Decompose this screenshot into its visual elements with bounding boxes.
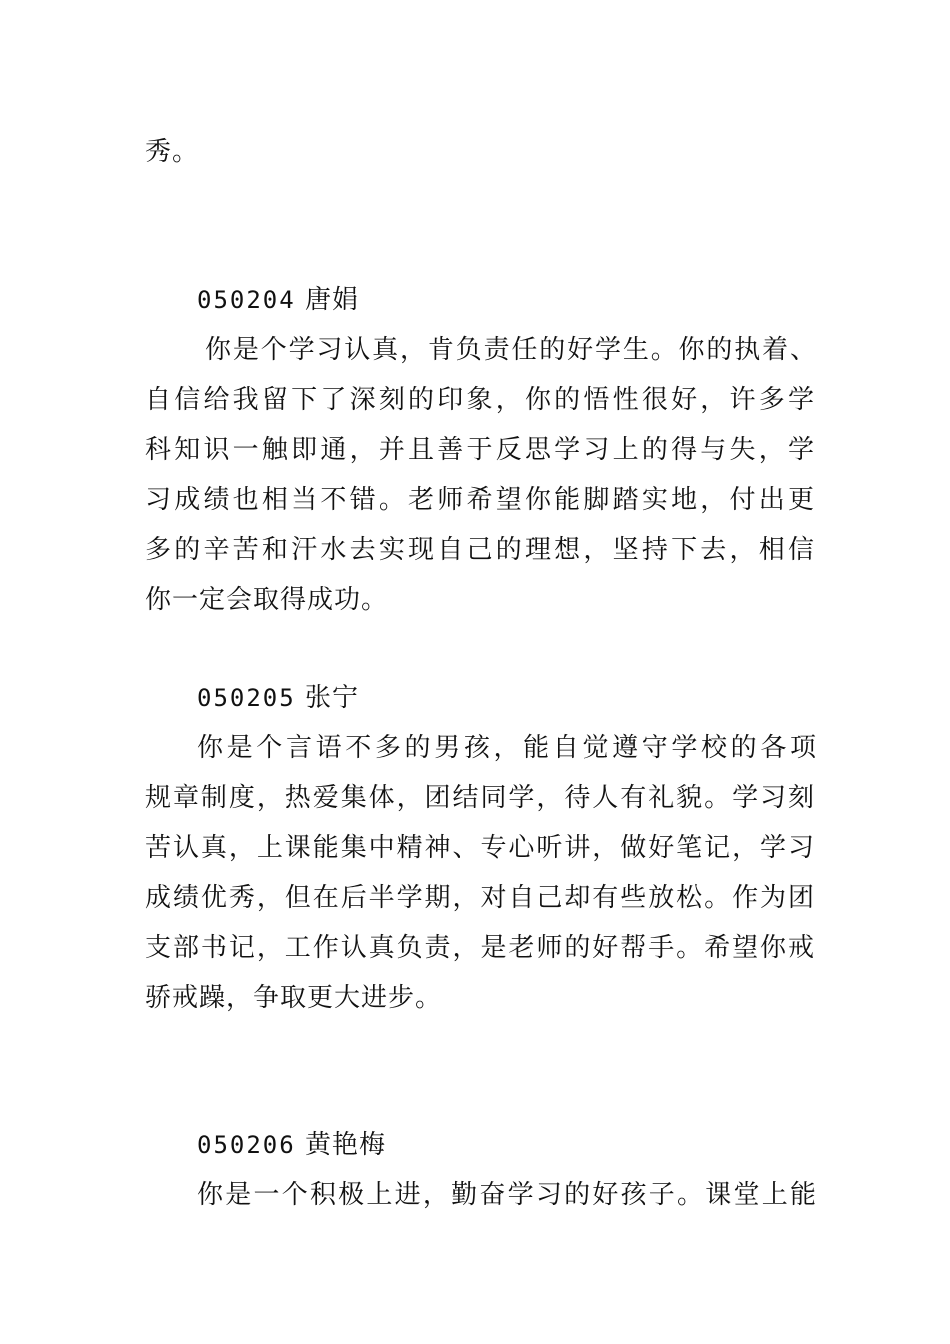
comment-line: 支部书记，工作认真负责，是老师的好帮手。希望你戒 [145, 933, 815, 963]
comment-line: 你是个言语不多的男孩，能自觉遵守学校的各项 [197, 733, 817, 763]
comment-line: 规章制度，热爱集体，团结同学，待人有礼貌。学习刻 [145, 783, 815, 813]
student-id: 050205 [197, 684, 296, 712]
entry-heading [197, 1127, 817, 1163]
comment-line: 骄戒躁，争取更大进步。 [145, 983, 443, 1013]
entry-heading [197, 680, 817, 716]
student-name: 黄艳梅 [304, 1130, 386, 1160]
student-name: 唐娟 [304, 285, 359, 315]
comment-line: 你一定会取得成功。 [145, 585, 389, 615]
top-fragment: 秀。 [145, 137, 200, 167]
comment-line: 习成绩也相当不错。老师希望你能脚踏实地，付出更 [145, 485, 815, 515]
student-name: 张宁 [304, 683, 359, 713]
comment-line: 苦认真，上课能集中精神、专心听讲，做好笔记，学习 [145, 833, 815, 863]
comment-line: 你是个学习认真，肯负责任的好学生。你的执着、 [205, 335, 817, 365]
student-id: 050204 [197, 286, 296, 314]
comment-line: 你是一个积极上进，勤奋学习的好孩子。课堂上能 [197, 1180, 817, 1210]
comment-line: 科知识一触即通，并且善于反思学习上的得与失，学 [145, 435, 815, 465]
student-id: 050206 [197, 1131, 296, 1159]
entry-heading [197, 282, 817, 318]
comment-line: 多的辛苦和汗水去实现自己的理想，坚持下去，相信 [145, 535, 815, 565]
comment-line: 自信给我留下了深刻的印象，你的悟性很好，许多学 [145, 385, 815, 415]
comment-line: 成绩优秀，但在后半学期，对自己却有些放松。作为团 [145, 883, 815, 913]
